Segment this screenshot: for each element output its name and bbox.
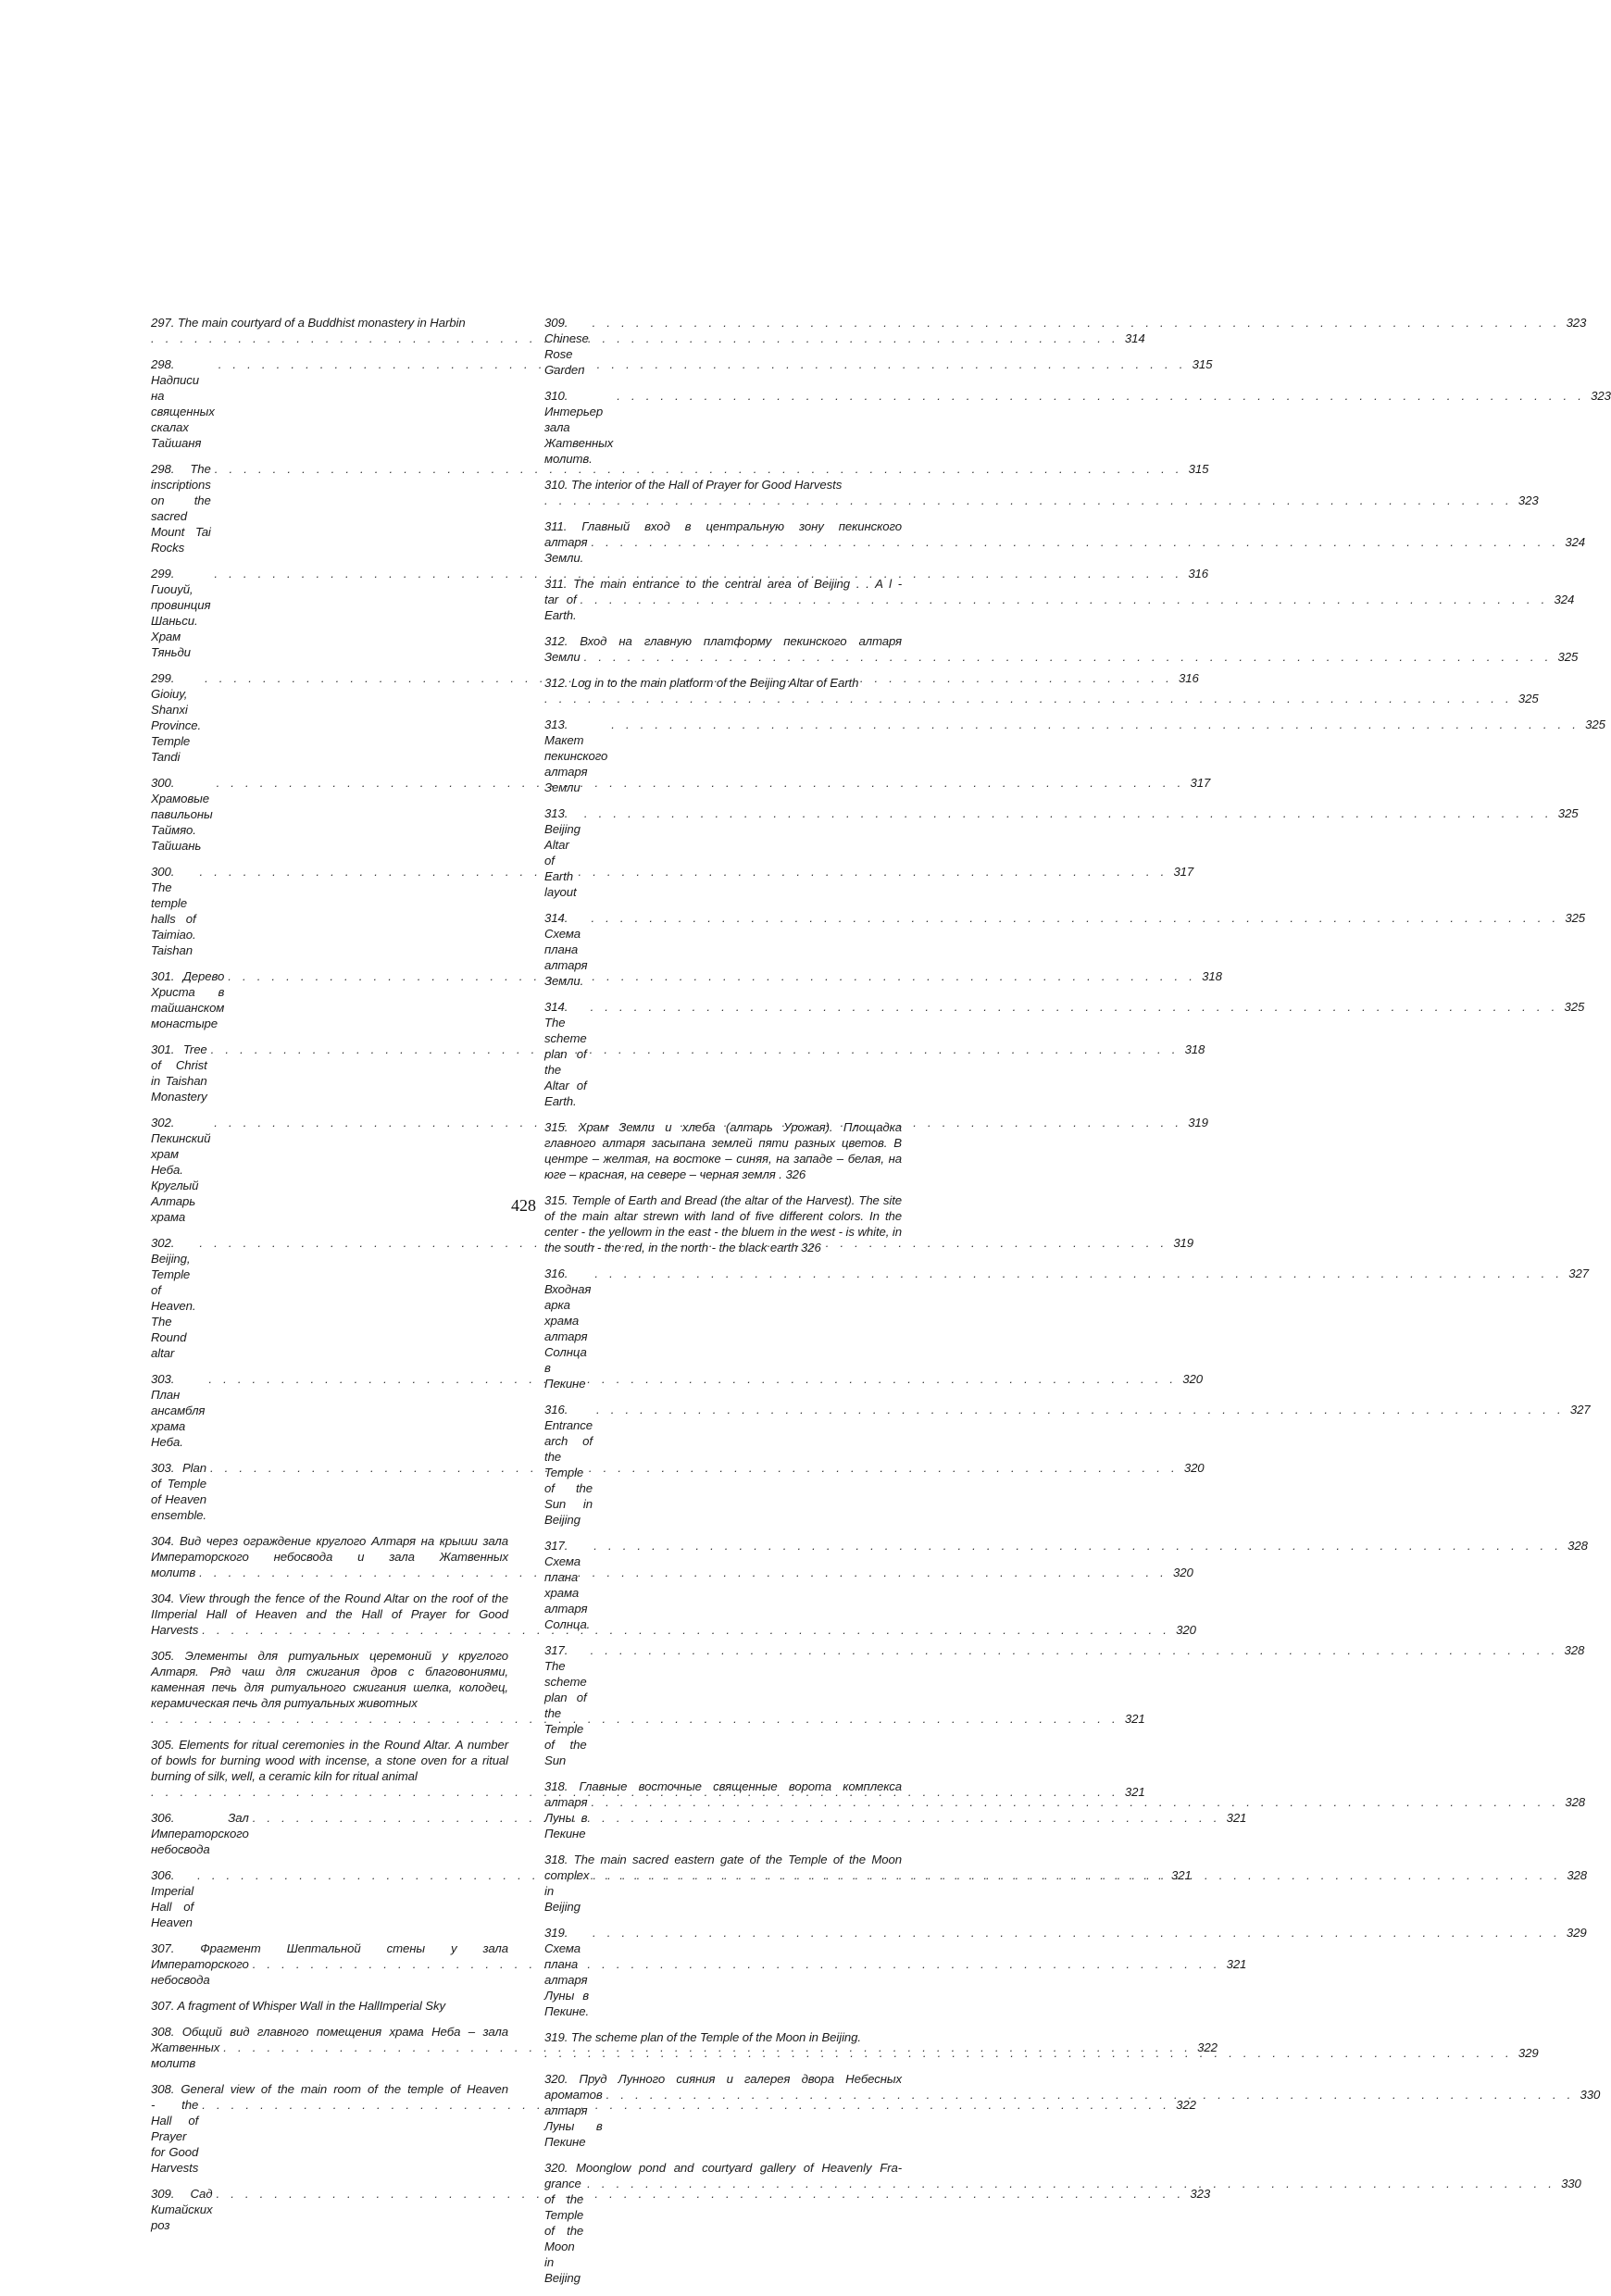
entry-title: 306. Imperial Hall of Heaven — [151, 1868, 194, 1929]
entry-title: 317. Схема плана храма алтаря Солнца. — [544, 1539, 591, 1631]
entry-page: 327 — [1569, 1403, 1591, 1416]
entry-page: 324 — [1554, 593, 1575, 606]
dot-leader — [583, 2176, 1561, 2191]
entry-title: 318. Главные восточные священные ворота комплекса — [544, 1779, 902, 1793]
toc-entry[interactable] — [151, 968, 1222, 1031]
entry-title: 299. Gioiuy, Shanxi Province. Temple Tandi — [151, 671, 202, 764]
entry-title: 310. Интерьер зала Жатвенных молитв. — [544, 389, 614, 466]
dot-leader — [544, 493, 1518, 508]
entry-page: 323 — [1517, 493, 1539, 507]
entry-title: 302. Beijing, Temple of Heaven. The Round altar — [151, 1236, 196, 1360]
entry-title: 304. Вид через ограждение круглого Алтаря на крыши зала Императорского небосвода и зала Жатвенных — [151, 1534, 508, 1564]
entry-page: 325 — [1557, 650, 1579, 664]
entry-page: 320 — [1182, 1372, 1203, 1386]
entry-title: 315. Temple of Earth and Bread (the altar of the Harvest). The site of the main altar strewn with land of five different colors. In the center - the yellowm in the east - the bluem in the west - is white, in the south - the red, in the north - the black earth 326 — [544, 1193, 902, 1254]
dot-leader — [593, 1402, 1570, 1417]
entry-page: 322 — [1176, 2098, 1196, 2112]
entry-title: 304. View through the fence of the Round Altar on the roof of the IImperial Hall of Heaven and the Hall of Prayer for Good — [151, 1591, 508, 1621]
toc-entry[interactable] — [544, 633, 1579, 665]
entry-title: 311. The main entrance to the central area of Beijing . . A l - — [544, 577, 902, 591]
entry-title: 312. Log in to the main platform of the Beijing Altar of Earth — [544, 676, 859, 690]
entry-page: 327 — [1568, 1267, 1589, 1280]
entry-page: 318 — [1202, 969, 1222, 983]
entry-title: 313. Макет пекинского алтаря Земли — [544, 718, 608, 794]
dot-leader — [544, 691, 1518, 706]
toc-entry[interactable] — [151, 2186, 1211, 2233]
entry-title: 311. Главный вход в центральную зону пекинского — [544, 519, 902, 533]
entry-title: 305. Elements for ritual ceremonies in the Round Altar. A number of bowls for burning wood with incense, a stone oven for a ritual burning of silk, well, a ceramic kiln for ritual animal — [151, 1738, 508, 1783]
entry-page: 329 — [1517, 2046, 1539, 2060]
entry-title: 297. The main courtyard of a Buddhist monastery in Harbin — [151, 316, 466, 330]
entry-page: 315 — [1192, 357, 1213, 371]
toc-entry[interactable] — [151, 1591, 1196, 1638]
entry-page: 328 — [1567, 1868, 1588, 1882]
entry-title-end: - the Hall of Prayer for Good Harvests — [151, 2098, 199, 2175]
dot-leader — [613, 388, 1591, 404]
entry-page: 325 — [1517, 692, 1539, 705]
entry-title-end: complex in Beijing — [544, 1868, 590, 1914]
entry-title: 316. Входная арка храма алтаря Солнца в Пекине — [544, 1267, 592, 1391]
entry-page: 318 — [1184, 1042, 1205, 1056]
entry-title: 305. Элементы для ритуальных церемоний у круглого Алтаря. Ряд чаш для сжигания дров с благовониями, каменная печь для ритуального сжигания шелка, колодец, керамическая печь для ритуальных животных — [151, 1649, 508, 1710]
entry-title: 300. The temple halls of Taimiao. Taishan — [151, 865, 196, 957]
entry-title-end: Harvests — [151, 1623, 199, 1637]
entry-page: 323 — [1190, 2187, 1211, 2201]
entry-page: 328 — [1565, 1795, 1586, 1809]
entry-title: 315. Храм Земли и хлеба (алтарь Урожая). Площадка главного алтаря засыпана землей пяти разных цветов. В центре – желтая, на востоке – синяя, на западе – белая, на юге – красная, на севере – черная земля . 326 — [544, 1120, 902, 1181]
entry-page: 320 — [1173, 1566, 1193, 1579]
dot-leader — [589, 1867, 1567, 1883]
entry-title: 307. Фрагмент Шептальной стены у зала — [151, 1941, 508, 1955]
entry-title: 298. Надписи на священных скалах Тайшаня — [151, 357, 215, 450]
entry-page: 330 — [1580, 2088, 1601, 2102]
entry-page: 321 — [1124, 1785, 1145, 1799]
entry-page: 321 — [1171, 1868, 1192, 1882]
entry-page: 324 — [1565, 535, 1586, 549]
toc-entry[interactable] — [151, 1371, 1203, 1450]
entry-page: 315 — [1188, 462, 1209, 476]
dot-leader — [581, 649, 1558, 665]
entry-page: 328 — [1564, 1643, 1585, 1657]
dot-leader — [587, 910, 1565, 926]
entry-title: 314. Схема плана алтаря Земли. — [544, 911, 588, 988]
dot-leader — [589, 315, 1567, 331]
entry-title: 303. Plan of Temple of Heaven ensemble. — [151, 1461, 206, 1522]
entry-page: 316 — [1188, 567, 1209, 580]
dot-leader — [577, 592, 1555, 607]
entry-title: 319. The scheme plan of the Temple of the Moon in Beijing. — [544, 2030, 861, 2044]
dot-leader — [589, 1925, 1567, 1940]
entry-page: 321 — [1226, 1957, 1247, 1971]
dot-leader — [544, 2045, 1518, 2061]
entry-title: 312. Вход на главную платформу пекинского алтаря — [544, 634, 902, 648]
entry-title: 301. Дерево Христа в тайшанском монастыре — [151, 969, 225, 1030]
entry-title-end: молитв — [151, 1566, 196, 1579]
entry-title: 307. A fragment of Whisper Wall in the HallImperial Sky — [151, 1999, 445, 2013]
entry-title: 298. The inscriptions on the sacred Mount Tai Rocks — [151, 462, 211, 555]
entry-title: 300. Храмовые павильоны Таймяо. Тайшань — [151, 776, 213, 853]
toc-entry[interactable] — [544, 518, 1586, 566]
toc-entry[interactable] — [151, 315, 1145, 346]
dot-leader — [591, 1266, 1568, 1281]
entry-title-end: алтаря Луны в Пекине — [544, 1795, 588, 1841]
entry-title: 313. Beijing Altar of Earth layout — [544, 806, 581, 899]
entry-title: 317. The scheme plan of the Temple of the Sun — [544, 1643, 587, 1767]
dot-leader — [590, 1538, 1567, 1554]
entry-title-end: Императорского небосвода — [151, 1957, 249, 1987]
entry-page: 316 — [1178, 671, 1199, 685]
entry-title: 319. Схема плана алтаря Луны в Пекине. — [544, 1926, 590, 2018]
entry-page: 328 — [1567, 1539, 1588, 1553]
entry-page: 330 — [1561, 2177, 1581, 2190]
entry-page: 317 — [1173, 865, 1194, 879]
entry-title: 320. Пруд Лунного сияния и галерея двора Небесных — [544, 2072, 902, 2086]
entry-title-end: grance of the Temple of the Moon in Beijing — [544, 2177, 584, 2285]
entry-title: 310. The interior of the Hall of Prayer for Good Harvests — [544, 478, 843, 492]
entry-page: 320 — [1183, 1461, 1205, 1475]
entry-page: 325 — [1557, 806, 1579, 820]
entry-page: 325 — [1565, 911, 1586, 925]
toc-entry[interactable] — [544, 576, 1575, 623]
entry-title-end: алтаря Земли. — [544, 535, 588, 565]
toc-entry[interactable] — [544, 388, 1611, 467]
dot-leader — [581, 805, 1558, 821]
entry-title-end: ароматов алтаря Луны в Пекине — [544, 2088, 603, 2149]
entry-title-end: tar of Earth. — [544, 593, 577, 622]
entry-title: 309. Chinese Rose Garden — [544, 316, 589, 377]
entry-page: 322 — [1197, 2040, 1218, 2054]
entry-page: 320 — [1176, 1623, 1196, 1637]
dot-leader — [607, 717, 1585, 732]
dot-leader — [587, 999, 1565, 1015]
dot-leader — [587, 534, 1565, 550]
page-number: 428 — [511, 1196, 536, 1215]
toc-entry[interactable] — [544, 477, 1539, 508]
entry-page: 319 — [1173, 1236, 1194, 1250]
entry-title: 320. Moonglow pond and courtyard gallery of Heavenly Fra- — [544, 2161, 902, 2175]
entry-title: 302. Пекинский храм Неба. Круглый Алтарь храма — [151, 1116, 211, 1224]
entry-title: 303. План ансамбля храма Неба. — [151, 1372, 206, 1449]
dot-leader — [587, 1642, 1565, 1658]
entry-title: 309. Сад Китайских роз — [151, 2187, 213, 2232]
entry-title: 316. Entrance arch of the Temple of the Sun in Beijing — [544, 1403, 593, 1527]
entry-page: 323 — [1591, 389, 1611, 403]
entry-title: 318. The main sacred eastern gate of the Temple of the Moon — [544, 1853, 902, 1866]
entry-page: 325 — [1564, 1000, 1585, 1014]
entry-title: 308. General view of the main room of the temple of Heaven — [151, 2082, 508, 2096]
entry-title: 299. Гиоиуй, провинция Шаньси. Храм Тяньди — [151, 567, 211, 659]
entry-page: 319 — [1188, 1116, 1208, 1129]
entry-page: 329 — [1566, 1926, 1587, 1940]
dot-leader — [587, 1794, 1565, 1810]
entry-title-end: Жатвенных молитв — [151, 2040, 220, 2070]
dot-leader — [603, 2087, 1580, 2103]
entry-page: 321 — [1124, 1712, 1145, 1726]
entry-title: 314. The scheme plan of the Altar of Earth. — [544, 1000, 587, 1108]
toc-entry[interactable] — [544, 1119, 902, 1182]
entry-title: 308. Общий вид главного помещения храма Неба – зала — [151, 2025, 508, 2039]
entry-title-end: Земли — [544, 650, 581, 664]
entry-title: 306. Зал Императорского небосвода — [151, 1811, 249, 1856]
entry-page: 314 — [1124, 331, 1145, 345]
toc-entry[interactable] — [151, 1533, 1193, 1580]
entry-page: 325 — [1585, 718, 1605, 731]
entry-page: 321 — [1226, 1811, 1247, 1825]
entry-page: 317 — [1190, 776, 1211, 790]
toc-entry[interactable] — [151, 1998, 508, 2014]
entry-page: 323 — [1566, 316, 1587, 330]
entry-title: 301. Tree of Christ in Taishan Monastery — [151, 1042, 207, 1104]
